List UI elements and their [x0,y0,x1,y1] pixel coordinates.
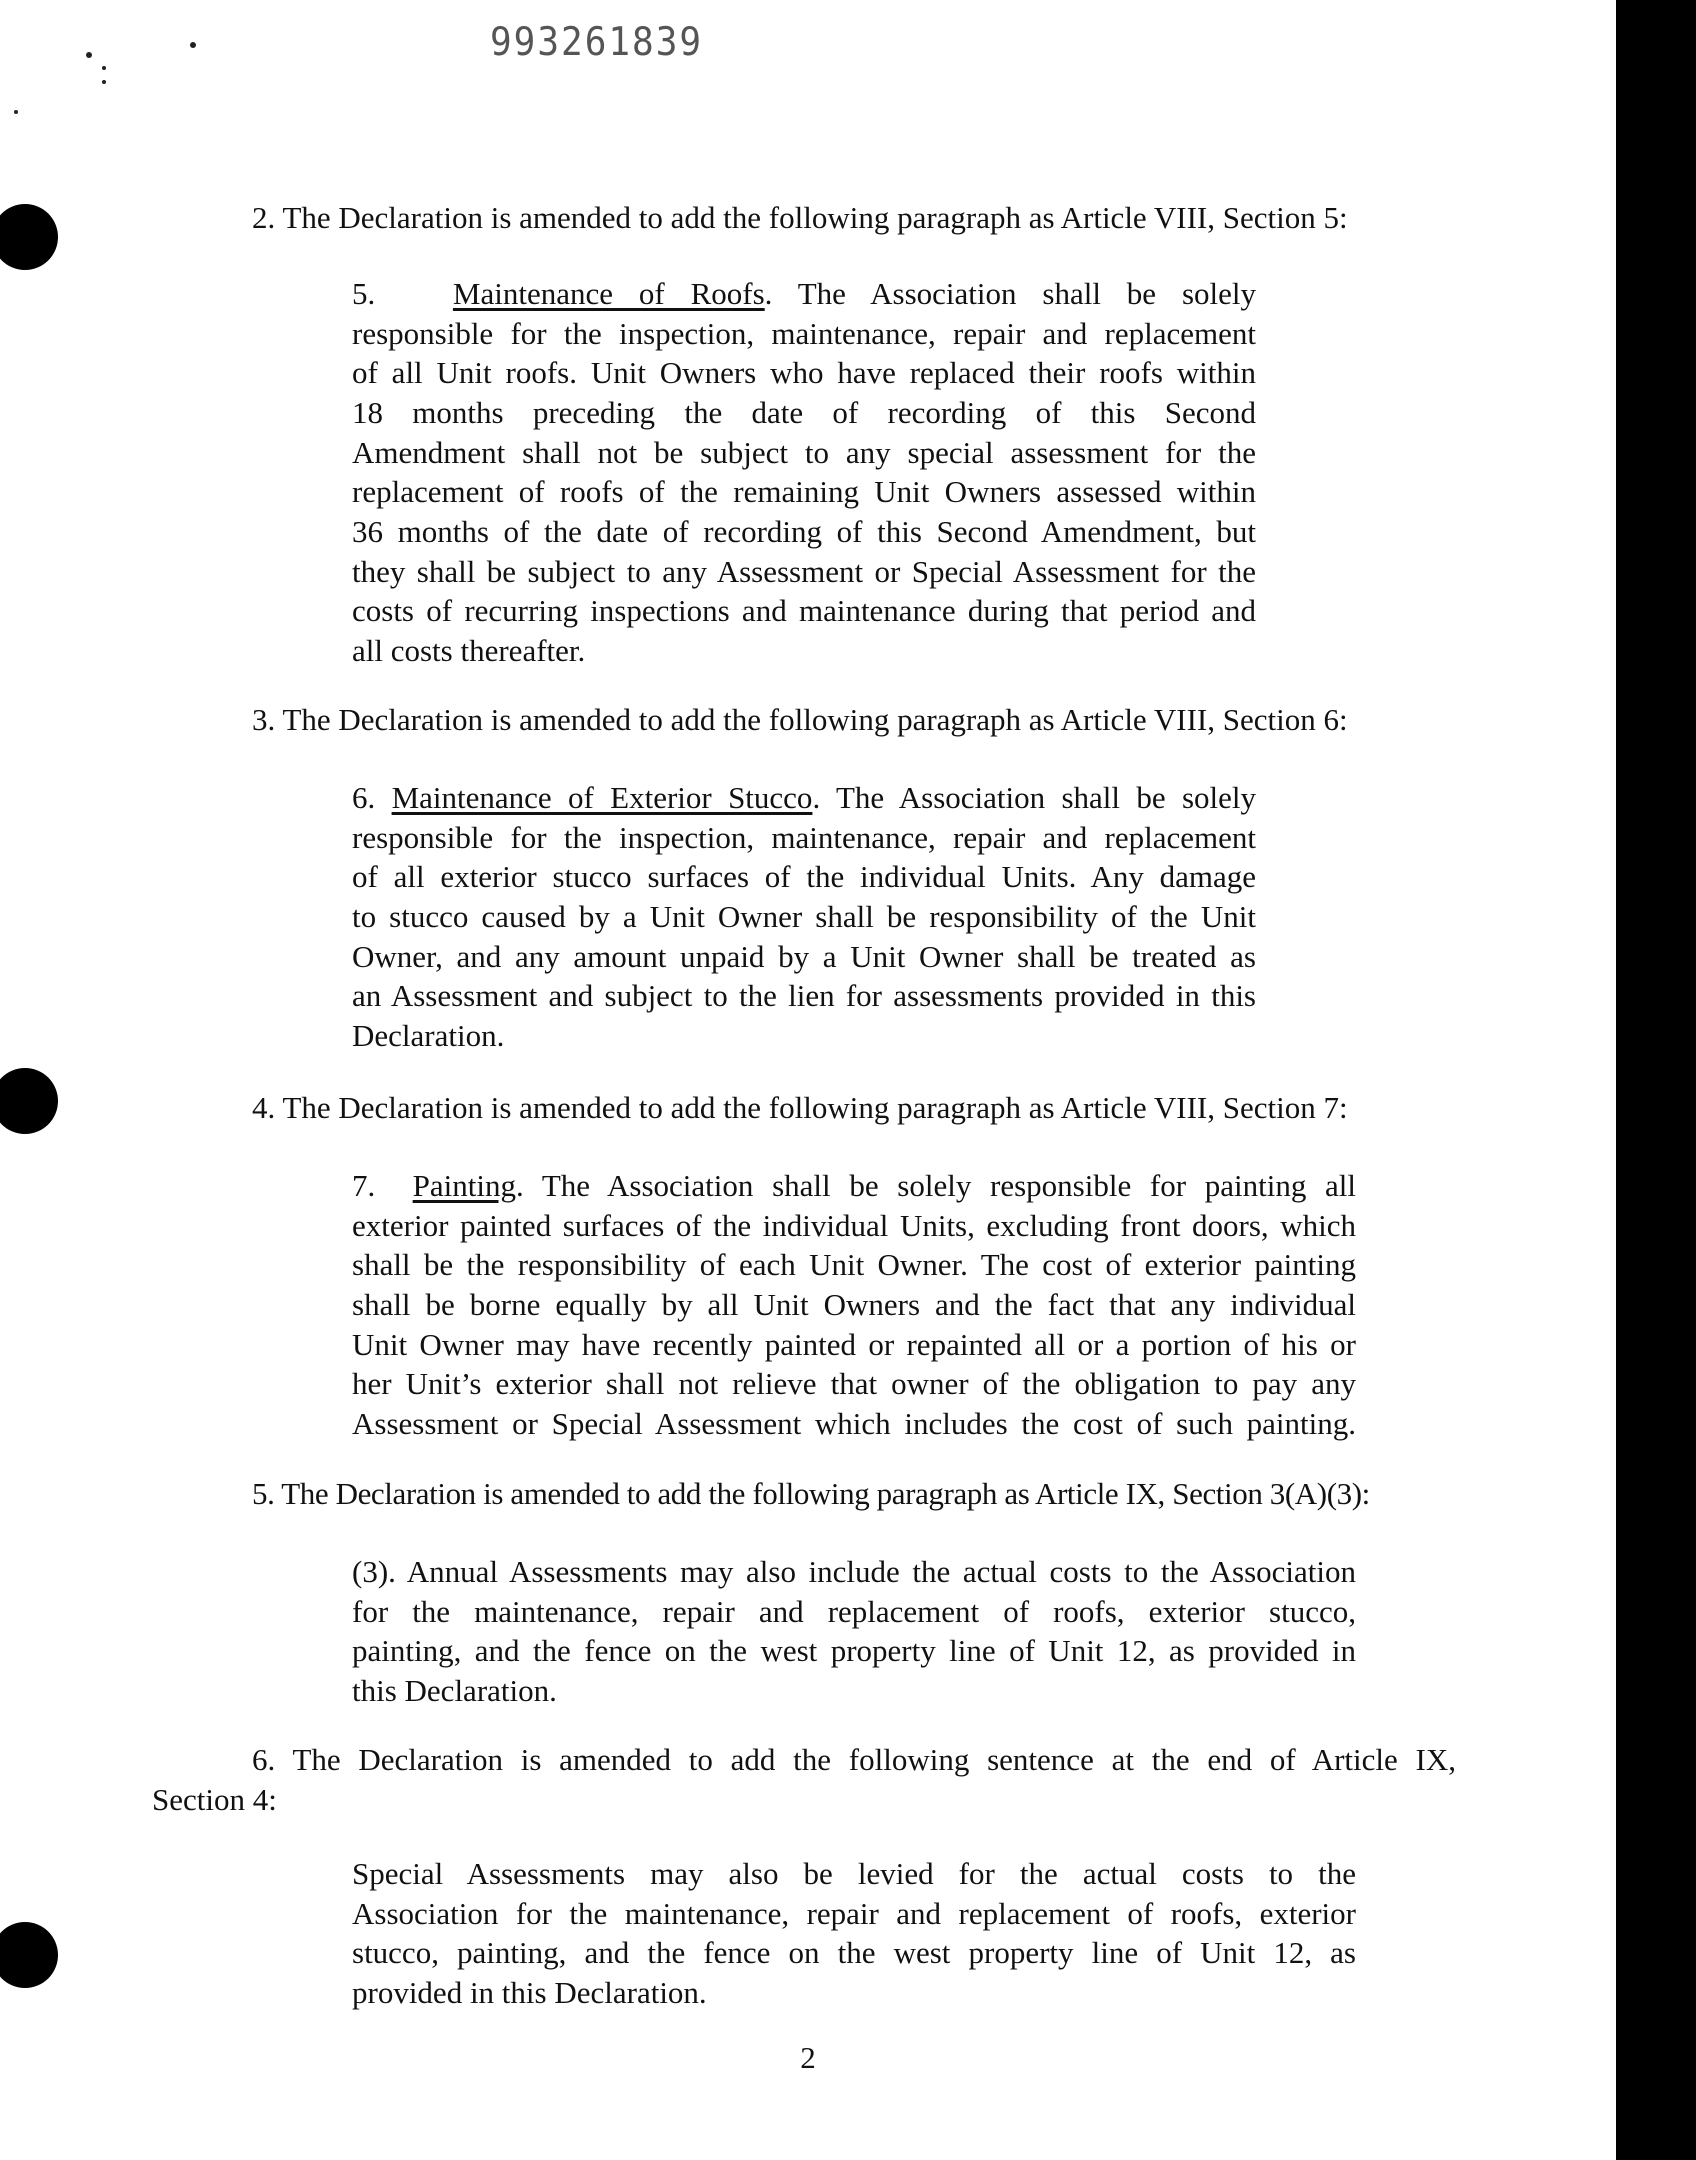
quote-line: exterior painted surfaces of the individual Units, excluding front doors, which [352,1207,1356,1243]
quote-line: Unit Owner may have recently painted or repainted all or a portion of his or [352,1326,1356,1362]
amendment-quote-3 [352,778,1256,1056]
quote-line: Amendment shall not be subject to any special assessment for the [352,434,1256,470]
quote-line: Declaration. [352,1018,505,1054]
scan-speck [102,80,106,84]
quote-number: 7. [352,1168,376,1203]
quote-heading: Maintenance of Roofs [452,276,765,311]
scan-speck [190,42,196,48]
quote-number: 6. [352,780,376,815]
quote-line: replacement of roofs of the remaining Unit Owners assessed within [352,474,1256,510]
amendment-lead-6 [152,1740,1456,1819]
quote-line: shall be the responsibility of each Unit Owner. The cost of exterior painting [352,1247,1356,1283]
quote-line: 6. Maintenance of Exterior Stucco. The Association shall be solely [352,780,1256,815]
punch-hole [0,1922,58,1988]
quote-line: 5. Maintenance of Roofs. The Association shall be solely [352,276,1257,311]
amendment-quote-6 [352,1854,1356,2013]
quote-line: responsible for the inspection, maintenance, repair and replacement [352,819,1256,855]
amendment-lead-2: 2. The Declaration is amended to add the following paragraph as Article VIII, Section 5: [252,200,1348,235]
quote-line: 36 months of the date of recording of this Second Amendment, but [352,514,1256,550]
amendment-lead-5: 5. The Declaration is amended to add the following paragraph as Article IX, Section 3(A)(3): [252,1476,1370,1511]
document-stamp-number: 993261839 [490,19,704,66]
lead-line: 6. The Declaration is amended to add the following sentence at the end of Article IX, [252,1742,1456,1777]
quote-line: 7. Painting. The Association shall be solely responsible for painting all [352,1168,1357,1203]
quote-heading: Maintenance of Exterior Stucco [391,780,813,815]
amendment-quote-5 [352,1552,1356,1711]
quote-line: (3). Annual Assessments may also include the actual costs to the Association [352,1554,1356,1589]
quote-line: to stucco caused by a Unit Owner shall be responsibility of the Unit [352,899,1256,935]
quote-line: costs of recurring inspections and maintenance during that period and [352,593,1256,629]
punch-hole [0,204,58,270]
quote-line: stucco, painting, and the fence on the west property line of Unit 12, as [352,1935,1356,1971]
lead-line: Section 4: [152,1781,277,1817]
amendment-lead-3: 3. The Declaration is amended to add the following paragraph as Article VIII, Section 6: [252,702,1348,737]
quote-line: her Unit’s exterior shall not relieve that owner of the obligation to pay any [352,1366,1356,1402]
scan-speck [86,52,92,58]
quote-line: for the maintenance, repair and replacement of roofs, exterior stucco, [352,1593,1356,1629]
quote-line: 18 months preceding the date of recording of this Second [352,395,1256,431]
quote-number: 5. [352,276,376,311]
amendment-lead-4: 4. The Declaration is amended to add the following paragraph as Article VIII, Section 7: [252,1090,1348,1125]
quote-line: they shall be subject to any Assessment or Special Assessment for the [352,553,1256,589]
quote-line: shall be borne equally by all Unit Owners and the fact that any individual [352,1287,1356,1323]
quote-line: an Assessment and subject to the lien for assessments provided in this [352,978,1256,1014]
page-number: 2 [800,2040,816,2075]
scan-speck [14,110,18,114]
quote-line: responsible for the inspection, maintenance, repair and replacement [352,315,1256,351]
quote-line: Association for the maintenance, repair and replacement of roofs, exterior [352,1895,1356,1931]
punch-hole [0,1068,58,1134]
scan-edge-border [1616,0,1696,2160]
scan-speck [102,66,106,70]
quote-heading: Painting [412,1168,516,1203]
quote-line: Assessment or Special Assessment which includes the cost of such painting. [352,1406,1356,1442]
quote-line: provided in this Declaration. [352,1975,707,2011]
quote-line: of all Unit roofs. Unit Owners who have replaced their roofs within [352,355,1256,391]
quote-line: Special Assessments may also be levied for the actual costs to the [352,1856,1356,1891]
amendment-quote-4 [352,1166,1356,1444]
amendment-quote-2 [352,274,1256,671]
quote-line: of all exterior stucco surfaces of the individual Units. Any damage [352,859,1256,895]
quote-line: Owner, and any amount unpaid by a Unit Owner shall be treated as [352,938,1256,974]
quote-line: this Declaration. [352,1673,557,1709]
quote-line: all costs thereafter. [352,633,586,669]
quote-line: painting, and the fence on the west property line of Unit 12, as provided in [352,1633,1356,1669]
